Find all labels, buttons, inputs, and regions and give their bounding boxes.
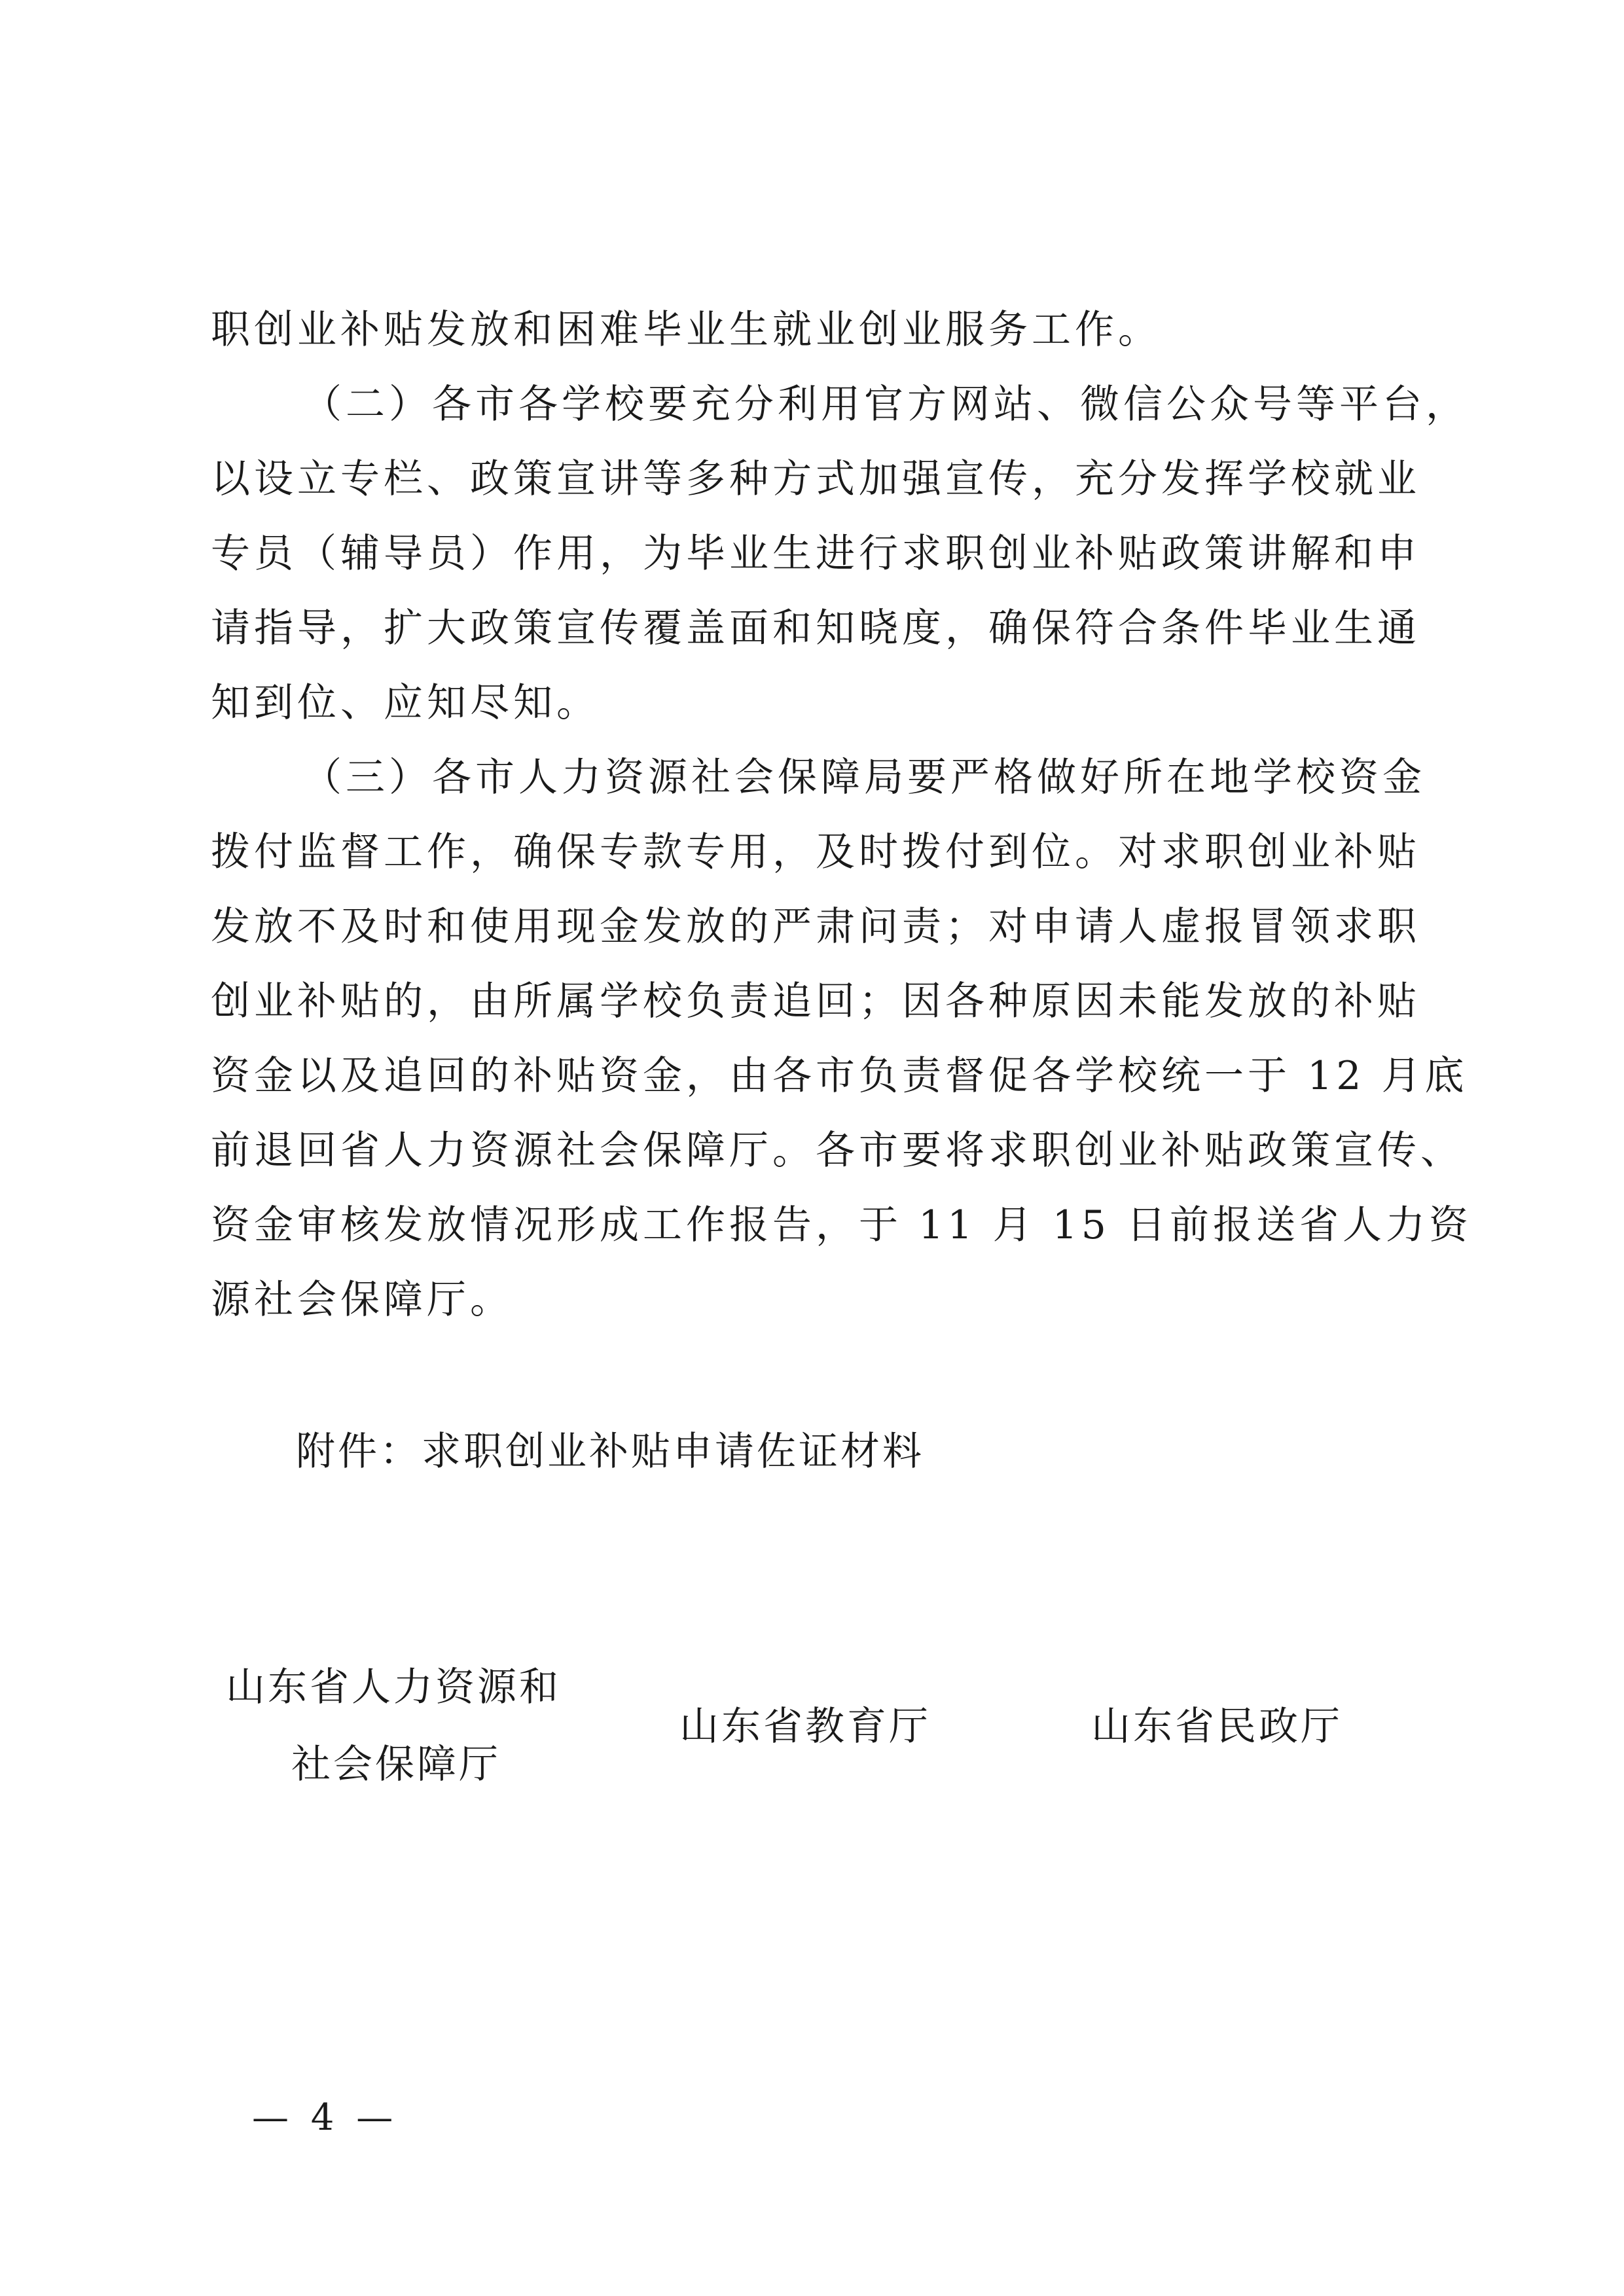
paragraph-line: （二）各市各学校要充分利用官方网站、微信公众号等平台， [302, 382, 1469, 427]
paragraph-line: 知到位、应知尽知。 [211, 680, 600, 726]
issuer-hrss-line2: 社会保障厅 [291, 1742, 501, 1787]
paragraph-line: 资金以及追回的补贴资金，由各市负责督促各学校统一于 12 月底 [211, 1053, 1468, 1099]
issuer-hrss-line1: 山东省人力资源和 [226, 1664, 561, 1710]
page-number: — 4 — [252, 2096, 399, 2139]
paragraph-line: 前退回省人力资源社会保障厅。各市要将求职创业补贴政策宣传、 [211, 1128, 1464, 1174]
paragraph-line: 源社会保障厅。 [211, 1277, 513, 1323]
paragraph-line: 以设立专栏、政策宣讲等多种方式加强宣传，充分发挥学校就业 [211, 456, 1420, 502]
paragraph-line: 职创业补贴发放和困难毕业生就业创业服务工作。 [211, 307, 1161, 353]
issuer-education: 山东省教育厅 [679, 1704, 931, 1749]
paragraph-line: 发放不及时和使用现金发放的严肃问责；对申请人虚报冒领求职 [211, 904, 1420, 950]
attachment-note: 附件：求职创业补贴申请佐证材料 [296, 1429, 924, 1475]
paragraph-line: （三）各市人力资源社会保障局要严格做好所在地学校资金 [302, 755, 1426, 800]
issuer-civil-affairs: 山东省民政厅 [1091, 1704, 1343, 1749]
paragraph-line: 拨付监督工作，确保专款专用，及时拨付到位。对求职创业补贴 [211, 829, 1420, 875]
paragraph-line: 创业补贴的，由所属学校负责追回；因各种原因未能发放的补贴 [211, 978, 1420, 1024]
paragraph-line: 专员（辅导员）作用，为毕业生进行求职创业补贴政策讲解和申 [211, 531, 1420, 577]
paragraph-line: 请指导，扩大政策宣传覆盖面和知晓度，确保符合条件毕业生通 [211, 605, 1420, 651]
paragraph-line: 资金审核发放情况形成工作报告，于 11 月 15 日前报送省人力资 [211, 1202, 1472, 1248]
